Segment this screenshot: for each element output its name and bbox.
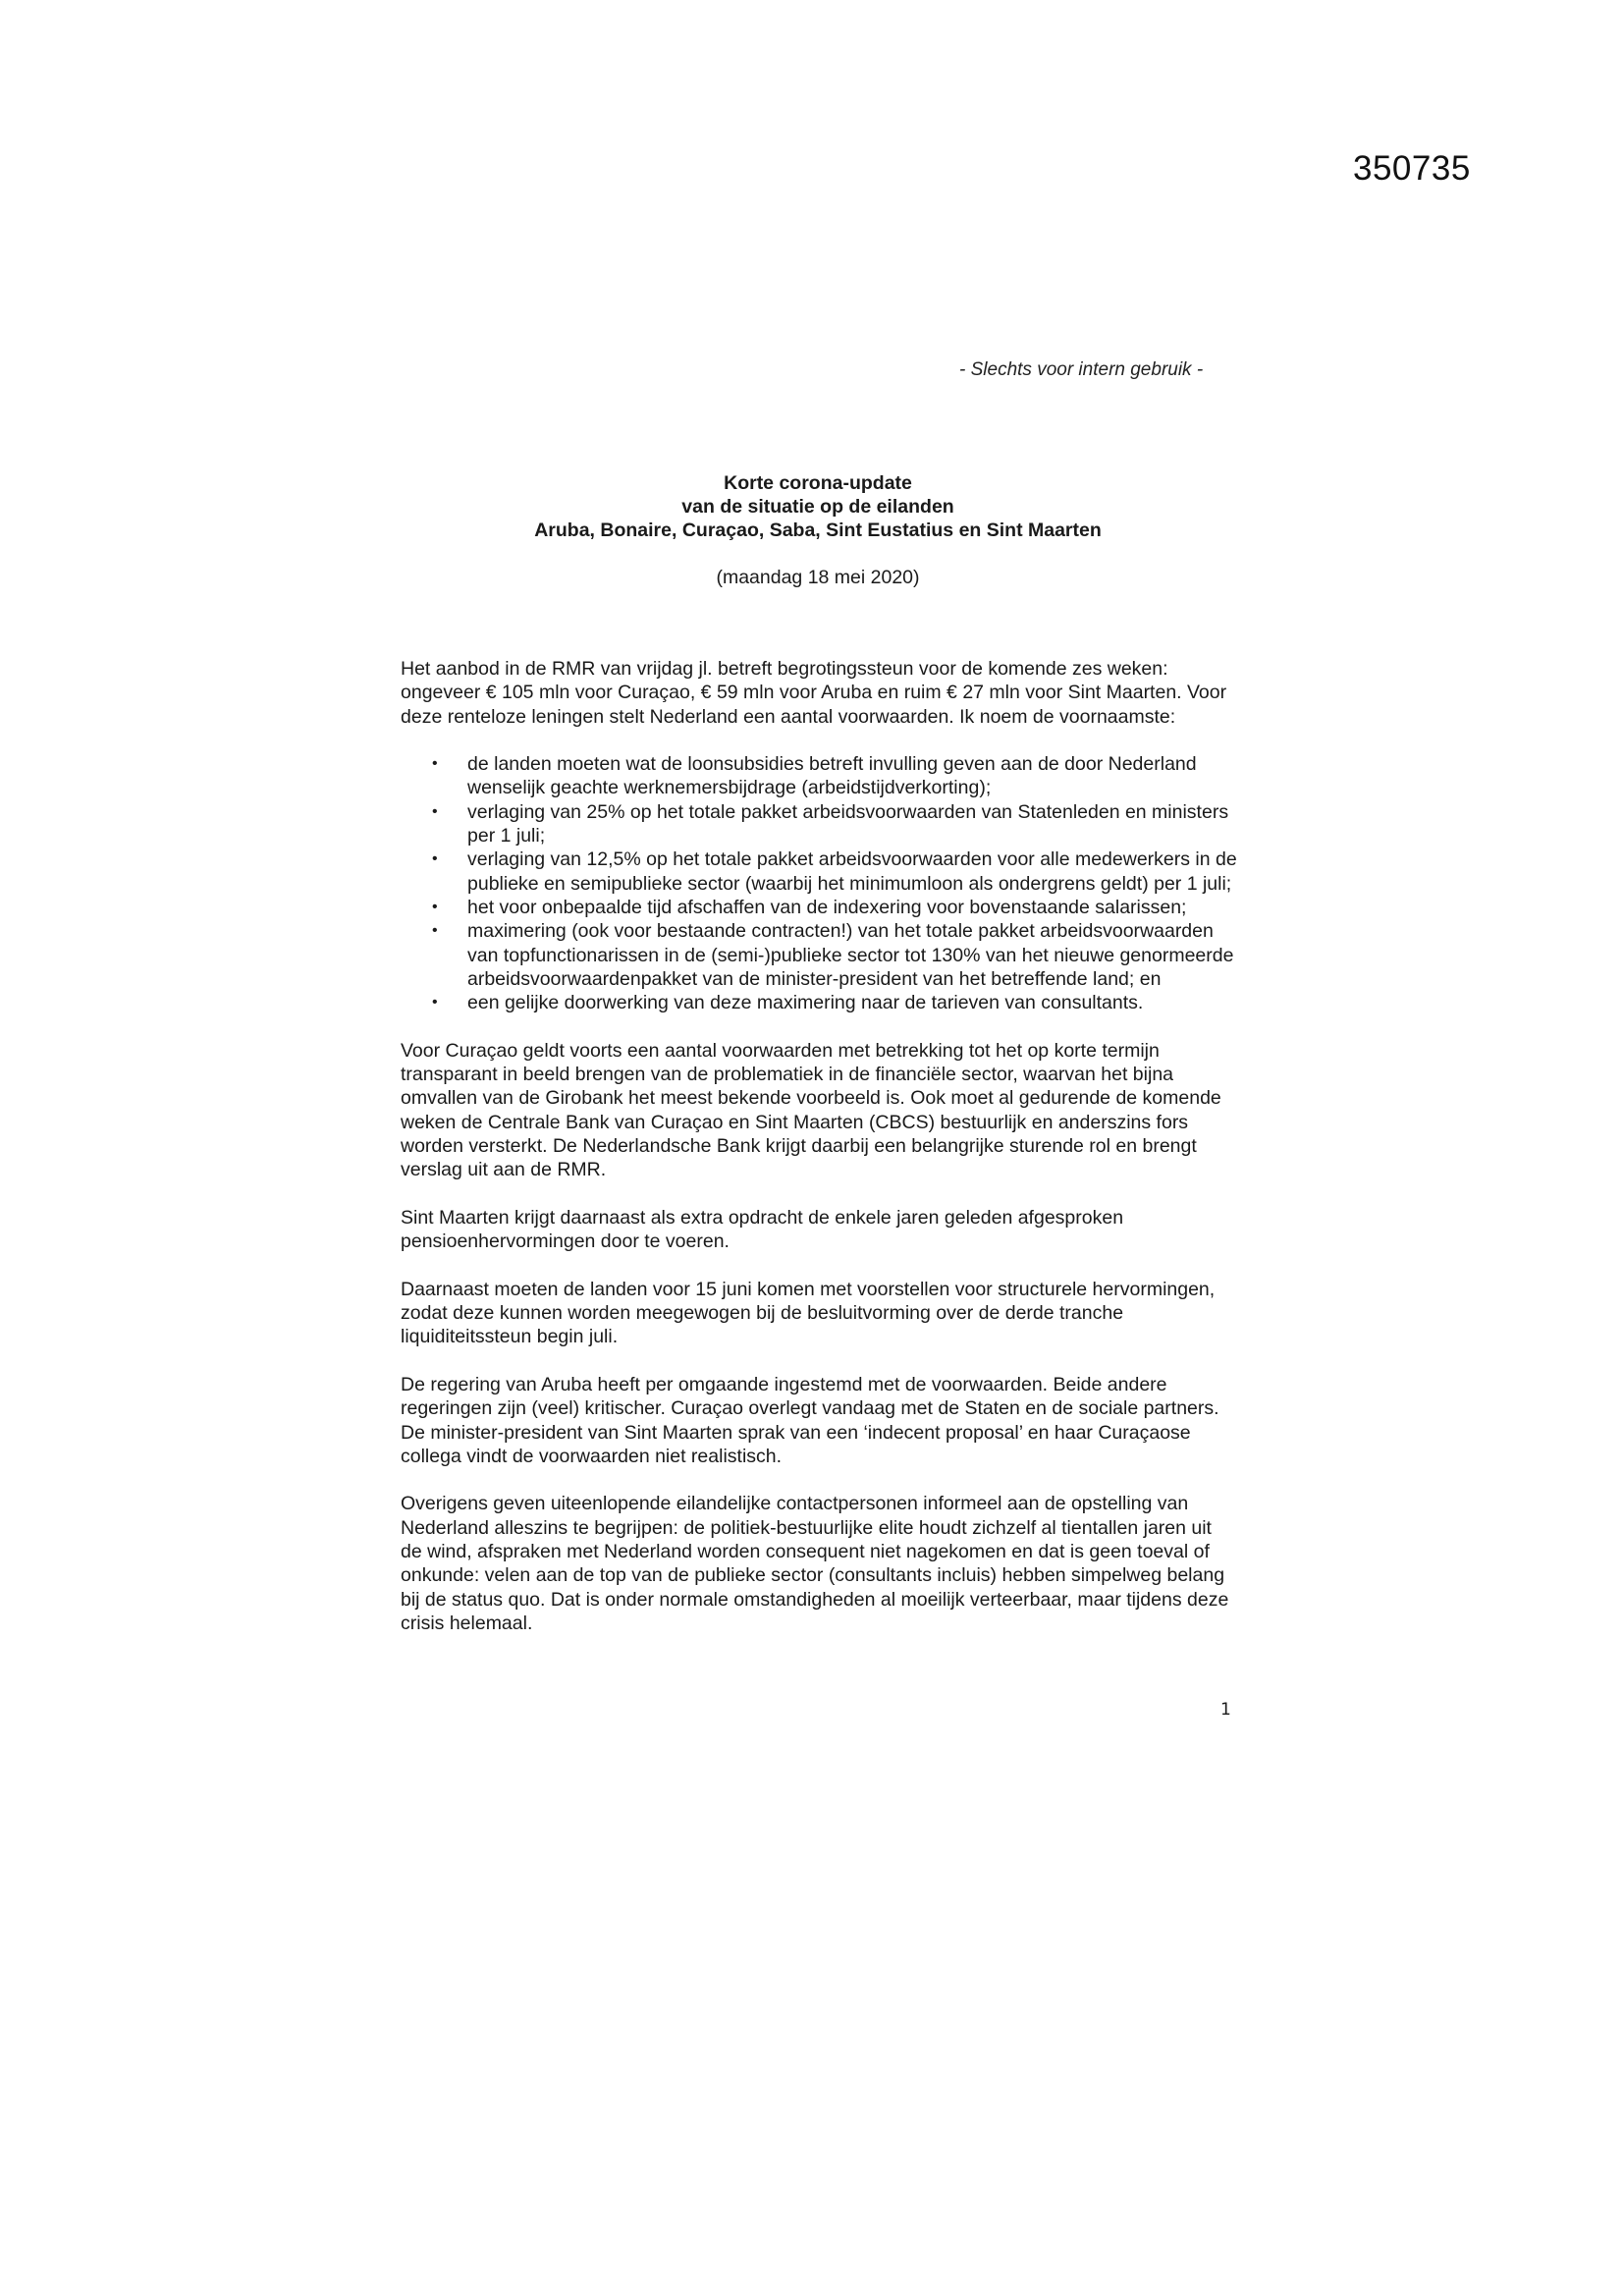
bullet-icon: • (432, 850, 438, 868)
paragraph-closing: Overigens geven uiteenlopende eilandelijke contactpersonen informeel aan de opstelling van Nederland alleszins te begrijpen: de politiek-bestuurlijke elite houdt zichzelf al tientallen jaren uit de wind, afspraken met Nederland worden consequent niet nagekomen en dat is geen toeval of onkunde: velen aan de top van de publieke sector (consultants incluis) hebben simpelweg belang bij de status quo. Dat is onder normale omstandigheden al moeilijk verteerbaar, maar tijdens deze crisis helemaal. (401, 1493, 1229, 1634)
title-line-1: Korte corona-update (724, 472, 912, 494)
list-item-text: een gelijke doorwerking van deze maximering naar de tarieven van consultants. (467, 992, 1144, 1014)
list-item-text: maximering (ook voor bestaande contracten!) van het totale pakket arbeidsvoorwaarden van topfunctionarissen in de (semi-)publieke sector tot 130% van het nieuwe genormeerde arbeidsvoorwaardenpakket van de minister-president van het betreffende land; en (467, 920, 1234, 990)
list-item-text: het voor onbepaalde tijd afschaffen van de indexering voor bovenstaande salarissen; (467, 896, 1187, 918)
bullet-icon: • (432, 755, 438, 773)
list-item-text: verlaging van 12,5% op het totale pakket arbeidsvoorwaarden voor alle medewerkers in de publieke en semipublieke sector (waarbij het minimumloon als ondergrens geldt) per 1 juli; (467, 848, 1237, 895)
document-body (401, 657, 1237, 1659)
title-line-3: Aruba, Bonaire, Curaçao, Saba, Sint Eustatius en Sint Maarten (534, 519, 1102, 541)
list-item (432, 847, 1237, 896)
document-date: (maandag 18 mei 2020) (716, 567, 920, 588)
classification-label: - Slechts voor intern gebruik - (959, 359, 1204, 380)
list-item (432, 800, 1237, 848)
title-line-2: van de situatie op de eilanden (681, 496, 954, 518)
bullet-icon: • (432, 802, 438, 820)
list-item (432, 991, 1237, 1014)
document-title (401, 471, 1235, 542)
paragraph-sint-maarten: Sint Maarten krijgt daarnaast als extra opdracht de enkele jaren geleden afgesproken pensioenhervormingen door te voeren. (401, 1206, 1124, 1253)
list-item (432, 896, 1237, 919)
bullet-icon: • (432, 994, 438, 1011)
bullet-icon: • (432, 922, 438, 940)
paragraph-reactions: De regering van Aruba heeft per omgaande ingestemd met de voorwaarden. Beide andere regeringen zijn (veel) kritischer. Curaçao overlegt vandaag met de Staten en de sociale partners. De minister-president van Sint Maarten sprak van een ‘indecent proposal’ en haar Curaçaose collega vindt de voorwaarden niet realistisch. (401, 1373, 1219, 1467)
paragraph-curacao: Voor Curaçao geldt voorts een aantal voorwaarden met betrekking tot het op korte termijn transparant in beeld brengen van de problematiek in de financiële sector, waarvan het bijna omvallen van de Girobank het meest bekende voorbeeld is. Ook moet al gedurende de komende weken de Centrale Bank van Curaçao en Sint Maarten (CBCS) bestuurlijk en anderszins fors worden versterkt. De Nederlandsche Bank krijgt daarbij een belangrijke sturende rol en brengt verslag uit aan de RMR. (401, 1039, 1221, 1181)
list-item (432, 919, 1237, 991)
paragraph-reforms: Daarnaast moeten de landen voor 15 juni komen met voorstellen voor structurele hervormingen, zodat deze kunnen worden meegewogen bij de besluitvorming over de derde tranche liquiditeitssteun begin juli. (401, 1278, 1216, 1348)
intro-paragraph: Het aanbod in de RMR van vrijdag jl. betreft begrotingssteun voor de komende zes weken: ongeveer € 105 mln voor Curaçao, € 59 mln voor Aruba en ruim € 27 mln voor Sint Maarten. Voor deze renteloze leningen stelt Nederland een aantal voorwaarden. Ik noem de voornaamste: (401, 658, 1227, 728)
list-item-text: de landen moeten wat de loonsubsidies betreft invulling geven aan de door Nederland wenselijk geachte werknemersbijdrage (arbeidstijdverkorting); (467, 753, 1197, 799)
list-item-text: verlaging van 25% op het totale pakket arbeidsvoorwaarden van Statenleden en ministers per 1 juli; (467, 800, 1229, 847)
conditions-list (401, 752, 1237, 1014)
document-number: 350735 (1353, 149, 1471, 188)
list-item (432, 752, 1237, 800)
bullet-icon: • (432, 898, 438, 915)
page-number: 1 (1220, 1700, 1231, 1720)
